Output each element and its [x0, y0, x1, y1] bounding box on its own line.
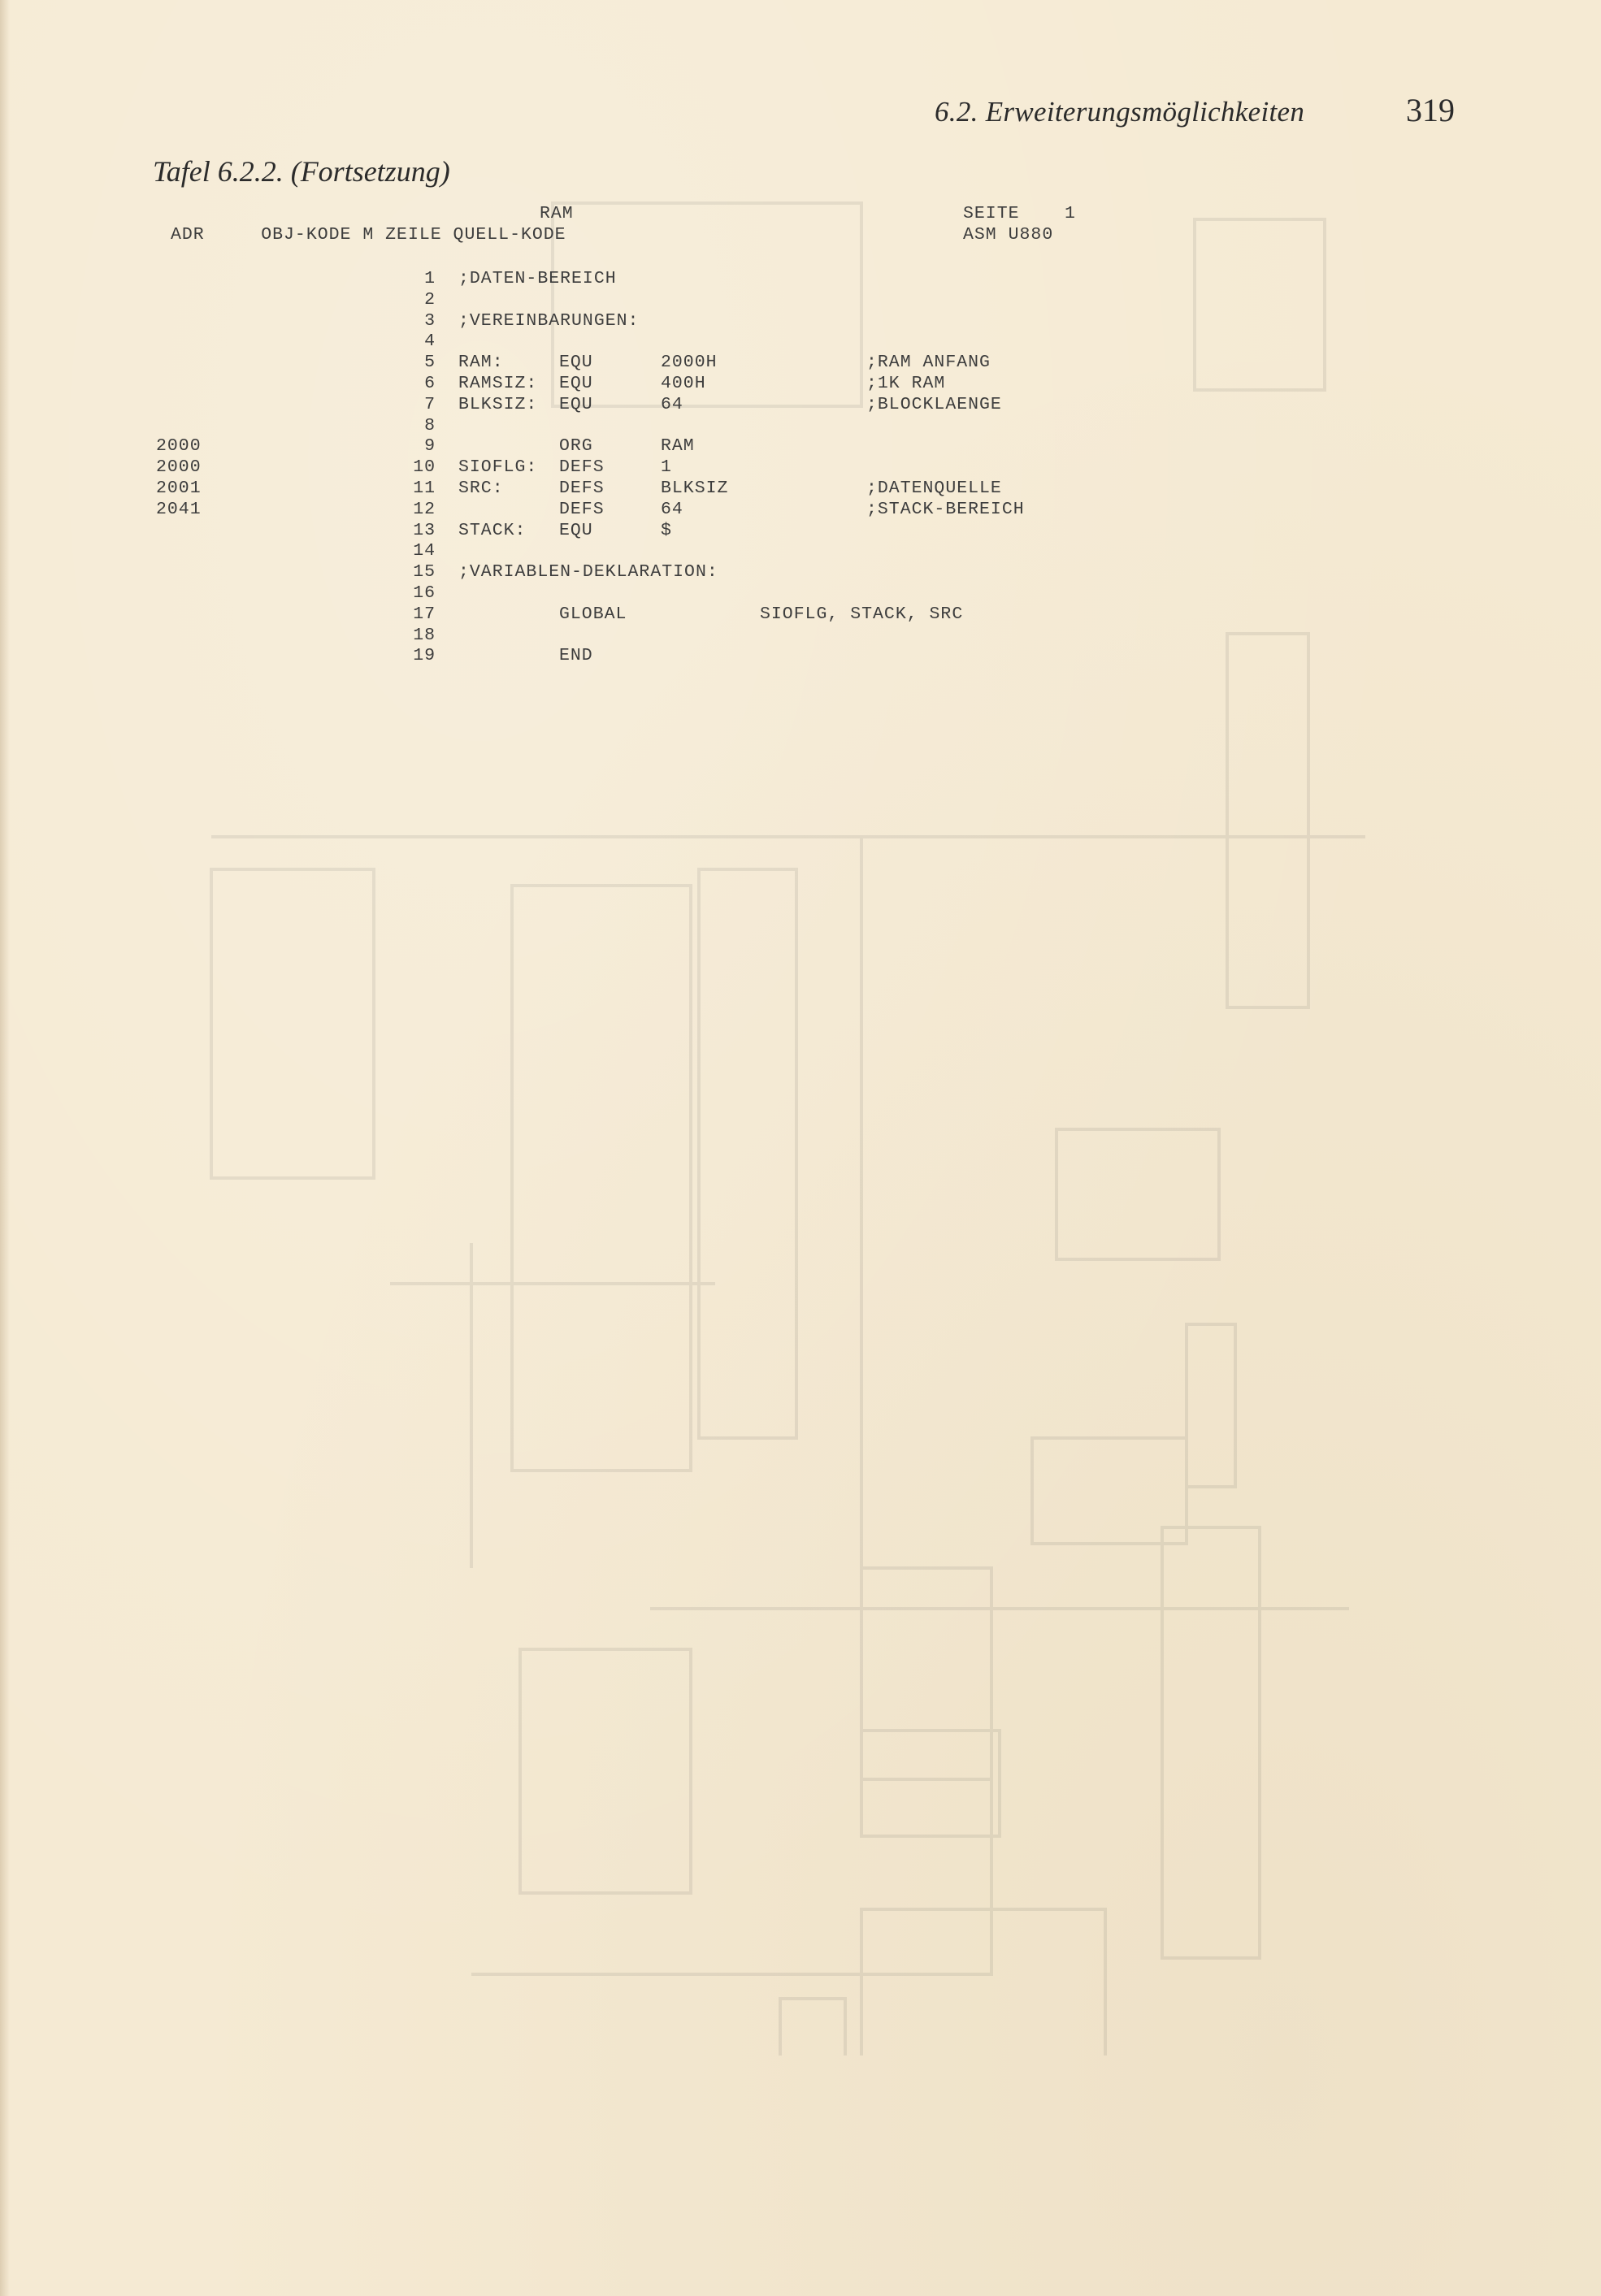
- listing-line-number: 1: [424, 269, 436, 288]
- listing-comment: ;STACK-BEREICH: [866, 499, 1025, 519]
- listing-line-number: 17: [413, 604, 436, 624]
- listing-opcode: ORG: [559, 436, 593, 457]
- listing-operand: RAM: [661, 436, 695, 457]
- listing-comment: ;1K RAM: [866, 374, 946, 393]
- page-number: 319: [1406, 92, 1455, 128]
- listing-label: SIOFLG:: [458, 457, 538, 478]
- listing-label: STACK:: [458, 520, 527, 540]
- listing-label: ;DATEN-BEREICH: [458, 269, 617, 288]
- listing-line-number: 16: [413, 583, 436, 603]
- listing-operand: 2000H: [661, 353, 718, 373]
- listing-opcode: EQU: [559, 374, 593, 393]
- seite-label: SEITE: [963, 204, 1020, 223]
- listing-operand: 64: [661, 394, 683, 414]
- listing-comment: ;BLOCKLAENGE: [866, 394, 1002, 414]
- listing-comment: ;RAM ANFANG: [866, 353, 991, 373]
- listing-line-number: 9: [424, 436, 436, 457]
- listing-line-number: 7: [424, 394, 436, 414]
- listing-label: RAMSIZ:: [458, 374, 538, 393]
- listing-line-number: 19: [413, 646, 436, 666]
- listing-column-headers: ADR OBJ-KODE M ZEILE QUELL-KODE: [171, 225, 566, 245]
- listing-line-number: 18: [413, 625, 436, 645]
- listing-line-number: 14: [413, 541, 436, 561]
- listing-line-number: 8: [424, 415, 436, 435]
- listing-operand: $: [661, 520, 672, 540]
- listing-address: 2001: [156, 479, 202, 498]
- listing-comment: ;DATENQUELLE: [866, 479, 1002, 498]
- listing-line-number: 15: [413, 562, 436, 583]
- listing-address: 2000: [156, 436, 202, 457]
- listing-line-number: 5: [424, 353, 436, 373]
- listing-label: BLKSIZ:: [458, 394, 538, 414]
- listing-label: ;VARIABLEN-DEKLARATION:: [458, 562, 718, 583]
- listing-address: 2000: [156, 457, 202, 478]
- assembler-name: ASM U880: [963, 225, 1054, 245]
- listing-opcode: EQU: [559, 353, 593, 373]
- listing-address: 2041: [156, 499, 202, 519]
- listing-opcode: END: [559, 646, 593, 666]
- listing-label: RAM:: [458, 353, 504, 373]
- listing-opcode: EQU: [559, 394, 593, 414]
- listing-title: RAM: [540, 204, 574, 223]
- listing-opcode: DEFS: [559, 499, 605, 519]
- table-caption: Tafel 6.2.2. (Fortsetzung): [153, 155, 450, 188]
- listing-opcode: GLOBAL: [559, 604, 627, 624]
- listing-line-number: 4: [424, 331, 436, 352]
- listing-line-number: 12: [413, 499, 436, 519]
- section-title: 6.2. Erweiterungsmöglichkeiten: [935, 96, 1305, 128]
- listing-label: SRC:: [458, 479, 504, 498]
- listing-operand: BLKSIZ: [661, 479, 729, 498]
- listing-line-number: 10: [413, 457, 436, 478]
- listing-line-number: 11: [413, 479, 436, 498]
- listing-operand: 400H: [661, 374, 706, 393]
- listing-line-number: 13: [413, 520, 436, 540]
- listing-operand: 1: [661, 457, 672, 478]
- seite-number: 1: [1065, 204, 1076, 223]
- listing-opcode: DEFS: [559, 479, 605, 498]
- listing-opcode: DEFS: [559, 457, 605, 478]
- listing-line-number: 2: [424, 289, 436, 310]
- listing-label: ;VEREINBARUNGEN:: [458, 310, 640, 331]
- listing-line-number: 3: [424, 310, 436, 331]
- listing-operand: 64: [661, 499, 683, 519]
- listing-comment: SIOFLG, STACK, SRC: [760, 604, 964, 624]
- listing-opcode: EQU: [559, 520, 593, 540]
- listing-line-number: 6: [424, 374, 436, 393]
